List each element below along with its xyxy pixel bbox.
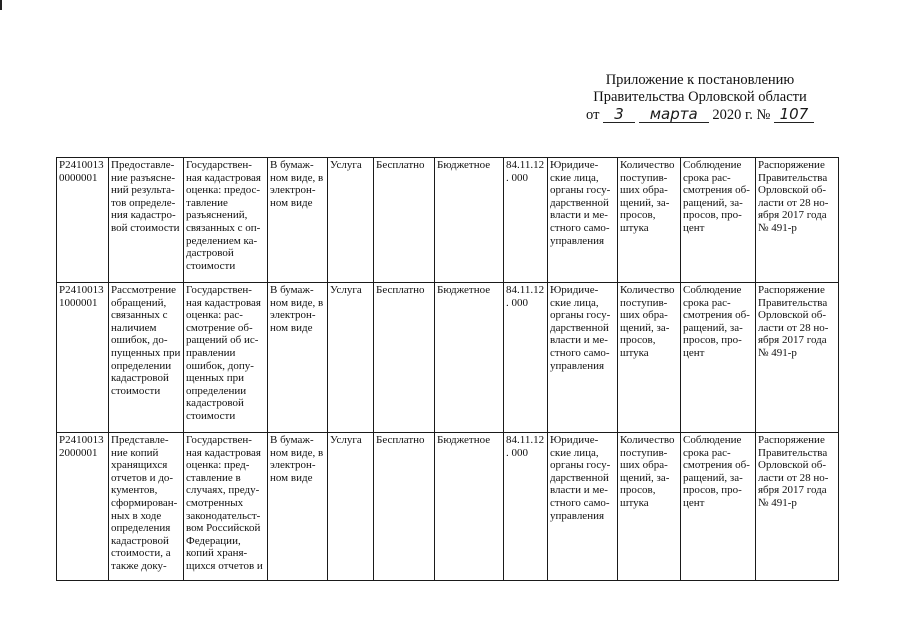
cell-text: Государствен- ная кадастровая оценка: пред- ставление в случаях, преду- смотренных законодательст- вом Российской Федерации, копий храня- щихся отчетов и — [186, 434, 263, 572]
handwritten-number: 107 — [774, 107, 814, 123]
cell-text: Услуга — [330, 434, 362, 446]
cell-text: Количество поступив- ших обра- щений, за- просов, штука — [620, 159, 675, 234]
cell-fee — [374, 158, 435, 283]
cell-code — [57, 283, 109, 433]
cell-text: В бумаж- ном виде, в электрон- ном виде — [270, 284, 324, 334]
cell-code — [57, 433, 109, 581]
cell-text: Количество поступив- ших обра- щений, за- просов, штука — [620, 434, 675, 509]
cell-quality — [681, 158, 756, 283]
cell-text: В бумаж- ном виде, в электрон- ном виде — [270, 434, 324, 484]
scan-edge-mark — [0, 0, 2, 10]
cell-volume — [618, 158, 681, 283]
cell-institution — [435, 433, 504, 581]
cell-text: Распоряжение Правительства Орловской об- ласти от 28 но- ября 2017 года № 491-р — [758, 159, 829, 234]
cell-text: Соблюдение срока рас- смотрения об- ращений, за- просов, про- цент — [683, 284, 750, 359]
cell-text: Бюджетное — [437, 284, 491, 296]
header-date-line — [580, 107, 820, 124]
cell-text: Количество поступив- ших обра- щений, за- просов, штука — [620, 284, 675, 359]
cell-fee — [374, 283, 435, 433]
cell-form — [268, 433, 328, 581]
cell-text: 84.11.12. 000 — [506, 159, 545, 184]
table-row — [57, 433, 839, 581]
cell-text: В бумаж- ном виде, в электрон- ном виде — [270, 159, 324, 209]
cell-volume — [618, 283, 681, 433]
cell-text: Р2410013 2000001 — [59, 434, 104, 459]
cell-text: Распоряжение Правительства Орловской об- ласти от 28 но- ября 2017 года № 491-р — [758, 284, 829, 359]
cell-text: Бюджетное — [437, 434, 491, 446]
cell-basis — [756, 433, 839, 581]
cell-text: Бесплатно — [376, 434, 425, 446]
cell-text: Юридиче- ские лица, органы госу- дарственной власти и ме- стного само- управления — [550, 159, 611, 247]
cell-text: Государствен- ная кадастровая оценка: предос- тавление разъяснений, связанных с оп- ределением ка- дастровой стоимости — [186, 159, 261, 272]
cell-consumers — [548, 158, 618, 283]
cell-text: Соблюдение срока рас- смотрения об- ращений, за- просов, про- цент — [683, 159, 750, 234]
cell-text: Бюджетное — [437, 159, 491, 171]
cell-institution — [435, 158, 504, 283]
appendix-header — [580, 72, 820, 124]
cell-text: Рассмотрение обращений, связанных с наличием ошибок, до- пущенных при определении кадастровой стоимости — [111, 284, 181, 397]
cell-service — [109, 433, 184, 581]
cell-text: Государствен- ная кадастровая оценка: рас- смотрение об- ращений об ис- правлении ошибок, допу- щенных при определении кадастровой стоимости — [186, 284, 261, 422]
cell-text: Р2410013 0000001 — [59, 159, 104, 184]
cell-form — [268, 158, 328, 283]
cell-text: Юридиче- ские лица, органы госу- дарственной власти и ме- стного само- управления — [550, 284, 611, 372]
cell-consumers — [548, 433, 618, 581]
cell-result — [184, 283, 268, 433]
handwritten-month: марта — [639, 107, 709, 123]
header-line-2: Правительства Орловской области — [593, 89, 807, 105]
cell-text: Соблюдение срока рас- смотрения об- ращений, за- просов, про- цент — [683, 434, 750, 509]
cell-okved — [504, 283, 548, 433]
cell-result — [184, 158, 268, 283]
cell-okved — [504, 158, 548, 283]
cell-text: Бесплатно — [376, 159, 425, 171]
cell-service — [109, 283, 184, 433]
services-table — [56, 157, 839, 581]
cell-basis — [756, 158, 839, 283]
cell-text: 84.11.12. 000 — [506, 434, 545, 459]
cell-text: 84.11.12. 000 — [506, 284, 545, 309]
header-line-1: Приложение к постановлению — [605, 72, 795, 88]
cell-text: Представле- ние копий хранящихся отчетов и до- кументов, сформирован- ных в ходе определения кадастровой стоимости, а также доку- — [111, 434, 178, 572]
cell-code — [57, 158, 109, 283]
from-label: от — [586, 107, 600, 123]
cell-text: Бесплатно — [376, 284, 425, 296]
table-row — [57, 158, 839, 283]
cell-type — [328, 283, 374, 433]
cell-text: Предоставле- ние разъясне- ний результа- тов определе- ния кадастро- вой стоимости — [111, 159, 180, 234]
cell-text: Распоряжение Правительства Орловской об- ласти от 28 но- ября 2017 года № 491-р — [758, 434, 829, 509]
cell-fee — [374, 433, 435, 581]
cell-type — [328, 158, 374, 283]
cell-consumers — [548, 283, 618, 433]
table-row — [57, 283, 839, 433]
cell-text: Услуга — [330, 159, 362, 171]
cell-text: Юридиче- ские лица, органы госу- дарственной власти и ме- стного само- управления — [550, 434, 611, 522]
cell-volume — [618, 433, 681, 581]
cell-okved — [504, 433, 548, 581]
cell-institution — [435, 283, 504, 433]
cell-result — [184, 433, 268, 581]
cell-form — [268, 283, 328, 433]
cell-quality — [681, 433, 756, 581]
cell-service — [109, 158, 184, 283]
cell-quality — [681, 283, 756, 433]
cell-text: Услуга — [330, 284, 362, 296]
cell-type — [328, 433, 374, 581]
year-text: 2020 г. № — [712, 107, 771, 123]
cell-basis — [756, 283, 839, 433]
cell-text: Р2410013 1000001 — [59, 284, 104, 309]
handwritten-day: 3 — [603, 107, 635, 123]
